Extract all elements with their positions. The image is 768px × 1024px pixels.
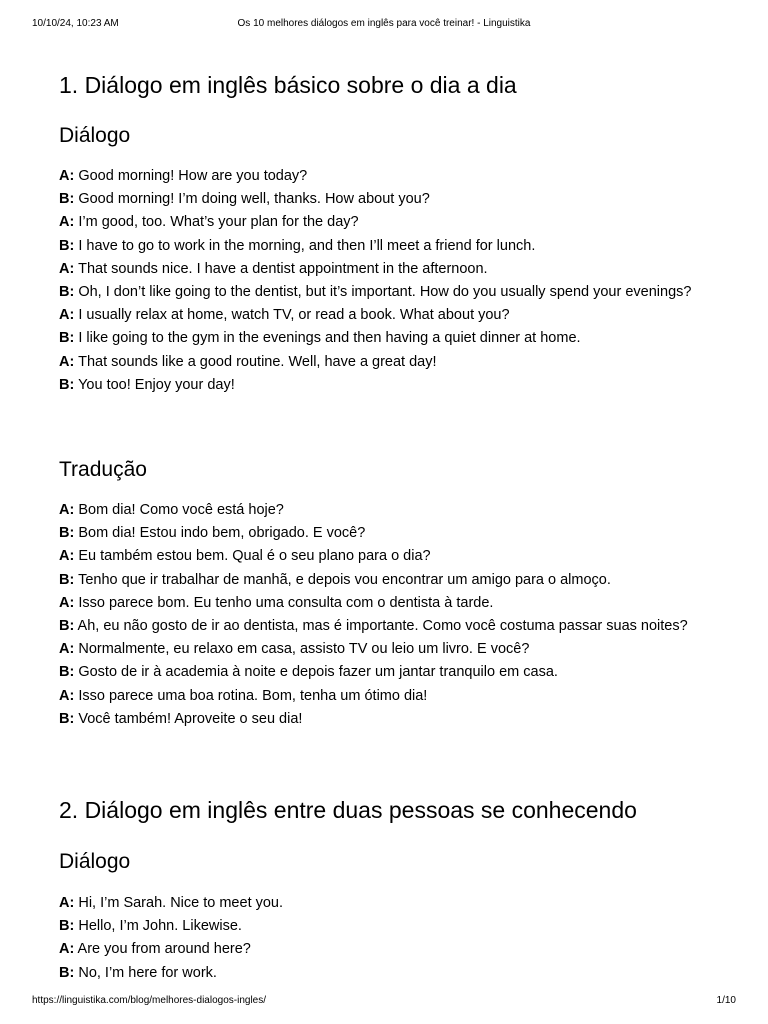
speaker-label: B:: [59, 237, 75, 254]
translation-line: [59, 638, 709, 661]
speaker-label: A:: [59, 641, 75, 658]
page-number: 1/10: [716, 995, 736, 1006]
translation-line: [59, 569, 709, 592]
line-text: Hi, I’m Sarah. Nice to meet you.: [78, 895, 284, 911]
speaker-label: A:: [59, 214, 75, 231]
translation-line: [59, 499, 709, 522]
print-datetime: 10/10/24, 10:23 AM: [32, 18, 119, 29]
speaker-label: B:: [59, 571, 75, 588]
translation-line: [59, 545, 709, 568]
line-text: Você também! Aproveite o seu dia!: [78, 710, 303, 727]
speaker-label: A:: [59, 168, 75, 184]
dialog-line: [59, 258, 709, 281]
line-text: Hello, I’m John. Likewise.: [78, 918, 242, 935]
dialog-line: [59, 892, 709, 915]
line-text: No, I’m here for work.: [78, 964, 217, 981]
speaker-label: B:: [59, 918, 75, 935]
print-url-link[interactable]: https://linguistika.com/blog/melhores-dialogos-ingles/: [32, 995, 267, 1006]
speaker-label: A:: [59, 548, 75, 565]
translation-line: [59, 685, 709, 708]
print-header: [32, 17, 736, 31]
line-text: Good morning! I’m doing well, thanks. How about you?: [78, 191, 430, 208]
speaker-label: A:: [59, 941, 75, 958]
line-text: Good morning! How are you today?: [78, 168, 308, 184]
section-1-dialog: [59, 165, 709, 397]
dialog-line: [59, 304, 709, 327]
speaker-label: B:: [59, 330, 75, 347]
line-text: Ah, eu não gosto de ir ao dentista, mas é importante. Como você costuma passar suas noites?: [77, 618, 688, 635]
speaker-label: B:: [59, 618, 75, 635]
line-text: That sounds nice. I have a dentist appointment in the afternoon.: [78, 260, 488, 277]
speaker-label: B:: [59, 964, 75, 981]
section-1-title: 1. Diálogo em inglês básico sobre o dia a dia: [59, 72, 517, 98]
dialog-line: [59, 374, 709, 397]
line-text: Tenho que ir trabalhar de manhã, e depois vou encontrar um amigo para o almoço.: [78, 571, 611, 588]
speaker-label: A:: [59, 353, 75, 370]
speaker-label: A:: [59, 260, 75, 277]
print-page-title: Os 10 melhores diálogos em inglês para você treinar! - Linguistika: [237, 18, 531, 29]
line-text: Oh, I don’t like going to the dentist, but it’s important. How do you usually spend your evenings?: [78, 284, 692, 301]
dialog-line: [59, 281, 709, 304]
dialog-line: [59, 962, 709, 985]
line-text: Gosto de ir à academia à noite e depois fazer um jantar tranquilo em casa.: [78, 664, 558, 681]
speaker-label: A:: [59, 594, 75, 611]
speaker-label: A:: [59, 502, 75, 518]
section-1-translation-heading: Tradução: [59, 458, 147, 481]
section-1-dialog-heading: Diálogo: [59, 124, 131, 147]
line-text: Isso parece bom. Eu tenho uma consulta com o dentista à tarde.: [78, 594, 494, 611]
line-text: You too! Enjoy your day!: [78, 376, 235, 393]
line-text: I usually relax at home, watch TV, or read a book. What about you?: [78, 307, 510, 324]
line-text: Bom dia! Estou indo bem, obrigado. E você?: [78, 525, 366, 542]
speaker-label: B:: [59, 191, 75, 208]
line-text: Eu também estou bem. Qual é o seu plano para o dia?: [78, 548, 431, 565]
section-2-dialog: [59, 892, 709, 985]
speaker-label: B:: [59, 664, 75, 681]
dialog-line: [59, 351, 709, 374]
section-1-translation: [59, 499, 709, 731]
speaker-label: B:: [59, 710, 75, 727]
translation-line: [59, 592, 709, 615]
dialog-line: [59, 211, 709, 234]
line-text: I have to go to work in the morning, and then I’ll meet a friend for lunch.: [78, 237, 536, 254]
line-text: Normalmente, eu relaxo em casa, assisto TV ou leio um livro. E você?: [78, 641, 530, 658]
translation-line: [59, 708, 709, 731]
speaker-label: B:: [59, 284, 75, 301]
dialog-line: [59, 165, 709, 188]
line-text: Isso parece uma boa rotina. Bom, tenha um ótimo dia!: [78, 687, 428, 704]
print-footer: [32, 994, 736, 1008]
dialog-line: [59, 938, 709, 961]
dialog-line: [59, 915, 709, 938]
speaker-label: B:: [59, 376, 75, 393]
section-2-dialog-heading: Diálogo: [59, 850, 131, 873]
dialog-line: [59, 327, 709, 350]
dialog-line: [59, 235, 709, 258]
line-text: I like going to the gym in the evenings and then having a quiet dinner at home.: [78, 330, 581, 347]
speaker-label: B:: [59, 525, 75, 542]
translation-line: [59, 522, 709, 545]
translation-line: [59, 615, 709, 638]
speaker-label: A:: [59, 307, 75, 324]
translation-line: [59, 661, 709, 684]
line-text: I’m good, too. What’s your plan for the day?: [78, 214, 359, 231]
line-text: That sounds like a good routine. Well, have a great day!: [78, 353, 437, 370]
line-text: Are you from around here?: [77, 941, 251, 958]
dialog-line: [59, 188, 709, 211]
line-text: Bom dia! Como você está hoje?: [78, 502, 284, 518]
section-2-title: 2. Diálogo em inglês entre duas pessoas se conhecendo: [59, 797, 637, 823]
speaker-label: A:: [59, 687, 75, 704]
speaker-label: A:: [59, 895, 75, 911]
